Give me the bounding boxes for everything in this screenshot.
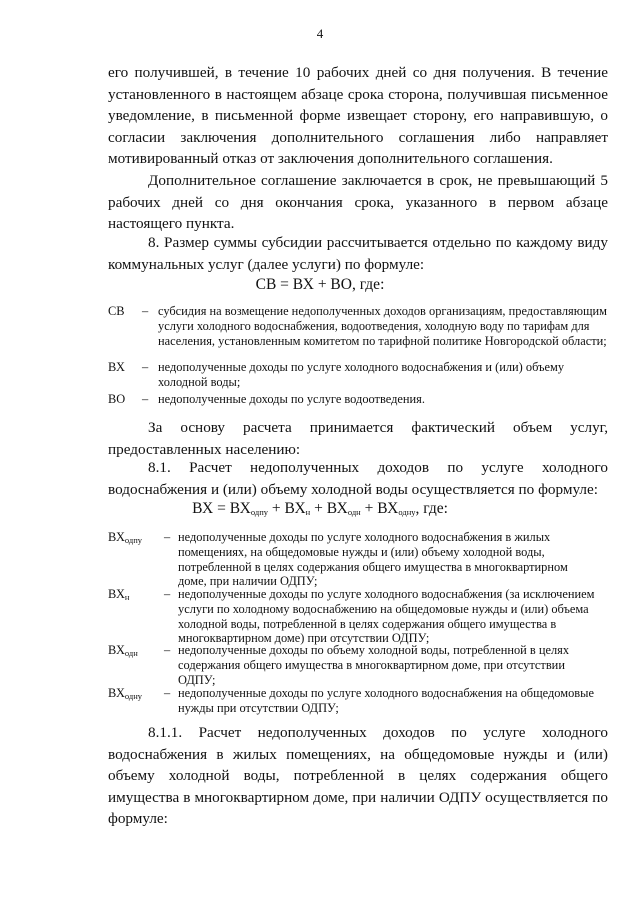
definition-dash: –	[164, 530, 171, 544]
definition-symbol: ВХ	[108, 360, 125, 374]
definition-dash: –	[142, 304, 149, 318]
paragraph-8-1-1: 8.1.1. Расчет недополученных доходов по услуге холодного водоснабжения в жилых помещениях, на общедомовые нужды и (или) объему холодной воды, потребленной в целях содержания общего имущества в многоквартирном доме, при наличии ОДПУ осуществляется по формуле:	[108, 724, 608, 827]
definition-symbol: $ВХ_н$	[108, 587, 130, 602]
definition-dash: –	[164, 643, 171, 657]
definition-text: недополученные доходы по услуге холодного водоснабжения в жилых помещениях, на общедомовые нужды и (или) объему холодной воды, потребленной в целях содержания общего имущества в многоквартирном доме, при наличии ОДПУ;	[178, 530, 568, 589]
formula-part: + ВХ	[310, 500, 348, 517]
paragraph-additional-agreement: Дополнительное соглашение заключается в срок, не превышающий 5 рабочих дней со дня окончания срока, указанного в первом абзаце настоящего пункта.	[108, 172, 608, 232]
definition-text: недополученные доходы по услуге холодного водоснабжения и (или) объему холодной воды;	[158, 360, 565, 389]
definition-symbol: $ВХ_{одн}$	[108, 643, 138, 658]
definition-text: субсидия на возмещение недополученных доходов организациям, предоставляющим услуги холодного водоснабжения, водоотведения, холодную воду по тарифам для населения, установленным комитетом по тарифной политике Новгородской области;	[158, 304, 608, 348]
paragraph-basis: За основу расчета принимается фактический объем услуг, предоставленных населению:	[108, 419, 608, 458]
definition-dash: –	[142, 392, 149, 406]
definition-sv	[108, 304, 608, 364]
definition-symbol: $ВХ_{одпу}$	[108, 530, 143, 545]
definition-vh-odn	[108, 643, 608, 688]
formula-part: , где:	[415, 500, 448, 517]
definition-symbol: СВ	[108, 304, 125, 318]
definition-vh-odpu	[108, 530, 608, 590]
definition-symbol: $ВХ_{одну}$	[108, 686, 143, 701]
definition-dash: –	[142, 360, 149, 374]
paragraph-8-1: 8.1. Расчет недополученных доходов по услуге холодного водоснабжения и (или) объему холодной воды осуществляется по формуле:	[108, 459, 608, 498]
definition-text: недополученные доходы по объему холодной воды, потребленной в целях содержания общего имущества в многоквартирном доме, при отсутствии ОДПУ;	[178, 643, 570, 687]
definition-text: недополученные доходы по услуге холодного водоснабжения (за исключением услуги по холодному водоснабжению на общедомовые нужды и (или) объема холодной воды, потребленной в целях содержания общего имущества в многоквартирном доме) при отсутствии ОДПУ;	[178, 587, 595, 646]
definition-dash: –	[164, 686, 171, 700]
formula-part: + ВХ	[360, 500, 399, 517]
formula-subscript: одн	[347, 507, 361, 517]
formula-part: ВХ = ВХ	[192, 500, 251, 517]
formula-subscript: н	[305, 507, 311, 517]
paragraph-8: 8. Размер суммы субсидии рассчитывается отдельно по каждому виду коммунальных услуг (далее услуги) по формуле:	[108, 234, 608, 273]
formula-subscript: одпу	[250, 507, 268, 517]
definition-vh-odnu	[108, 686, 608, 716]
definition-text: недополученные доходы по услуге холодного водоснабжения на общедомовые нужды при отсутствии ОДПУ;	[178, 686, 594, 715]
formula-part: + ВХ	[268, 500, 306, 517]
paragraph-continuation: его получившей, в течение 10 рабочих дней со дня получения. В течение установленного в настоящем абзаце срока сторона, получившая письменное уведомление, в письменной форме извещает сторону, его направившую, о согласии заключения дополнительного соглашения либо направляет мотивированный отказ от заключения дополнительного соглашения.	[108, 64, 608, 167]
formula-vh	[0, 500, 640, 518]
definition-text: недополученные доходы по услуге водоотведения.	[158, 392, 425, 406]
page-number: 4	[316, 26, 324, 41]
definition-symbol: ВО	[108, 392, 126, 406]
formula-sv: СВ = ВХ + ВО, где:	[255, 276, 385, 293]
definition-vh-n	[108, 587, 608, 647]
formula-subscript: одну	[398, 507, 416, 517]
definition-vo	[108, 392, 608, 408]
definition-vh	[108, 360, 608, 390]
definition-dash: –	[164, 587, 171, 601]
